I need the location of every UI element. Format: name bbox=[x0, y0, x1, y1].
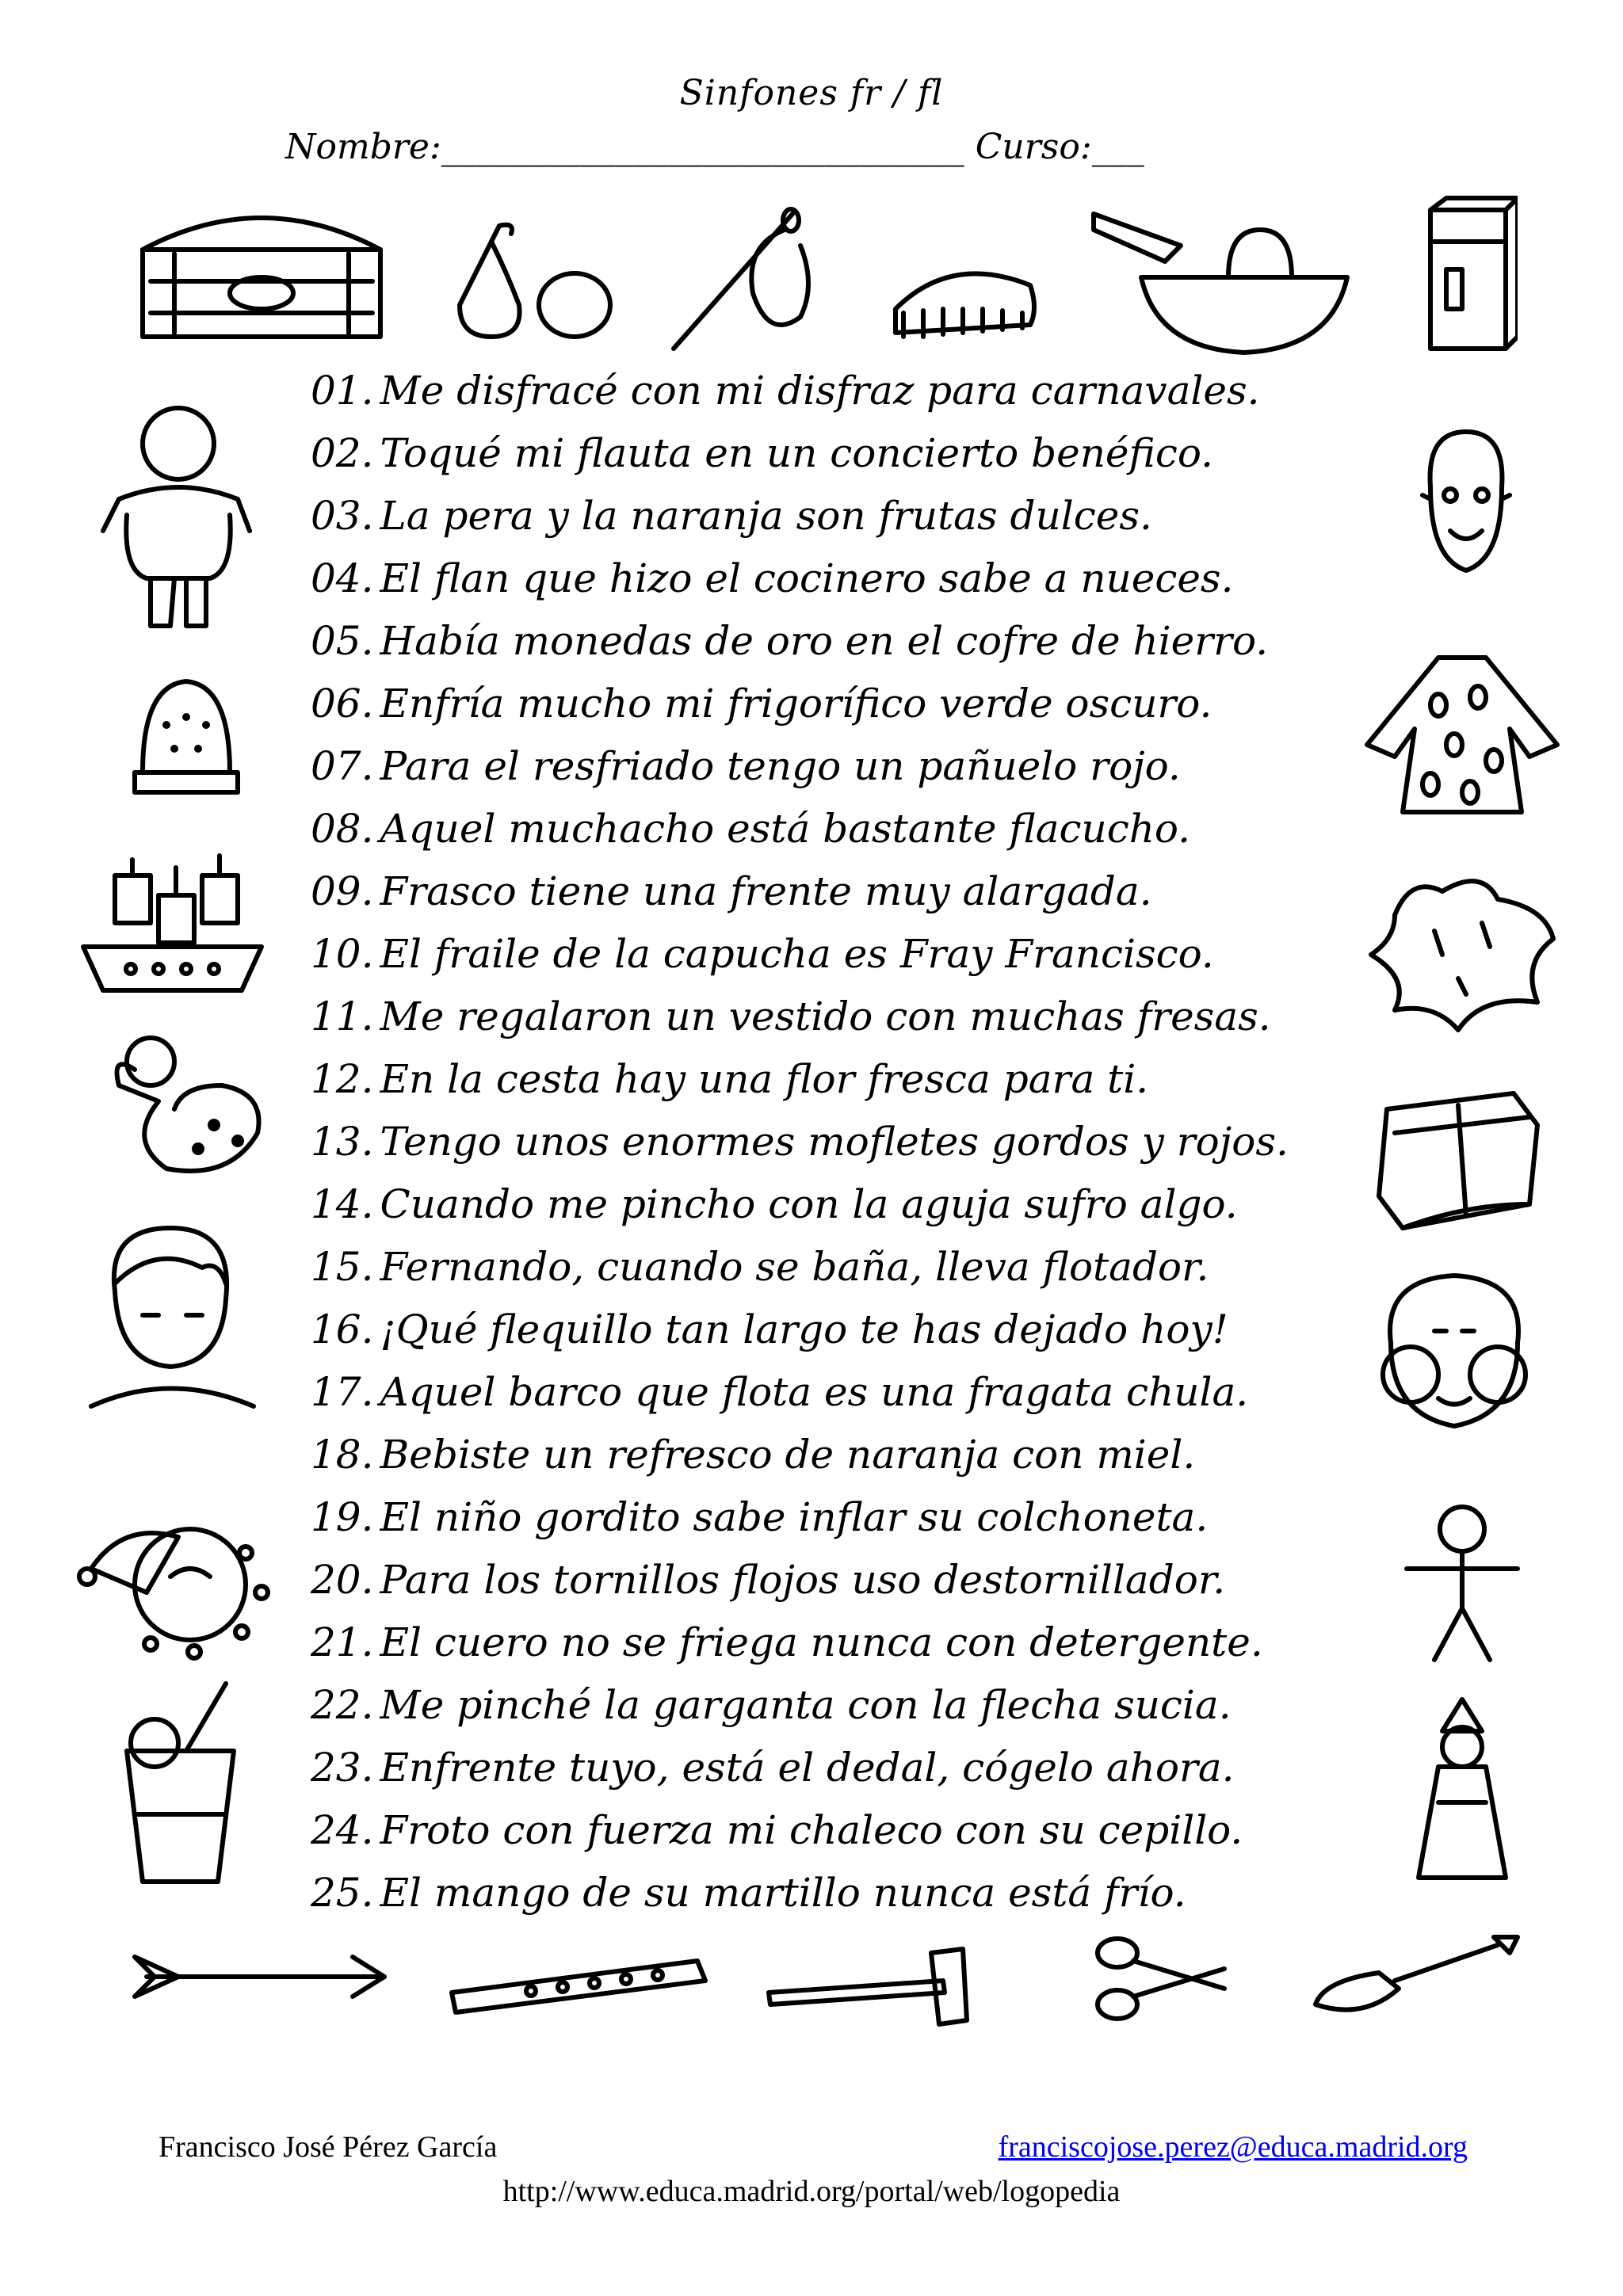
boy-face-icon bbox=[83, 1212, 262, 1410]
arrow-icon bbox=[131, 1945, 396, 2012]
thimble-icon bbox=[119, 669, 254, 800]
sentence: 08. Aquel muchacho está bastante flacucho. bbox=[311, 806, 1191, 852]
sentence: 06. Enfría mucho mi frigorífico verde oscuro. bbox=[311, 681, 1212, 727]
sentence: 04. El flan que hizo el cocinero sabe a nueces. bbox=[311, 555, 1234, 601]
screwdriver-icon bbox=[1308, 1925, 1522, 2028]
brush-icon bbox=[880, 246, 1046, 349]
sentence: 10. El fraile de la capucha es Fray Francisco. bbox=[311, 931, 1214, 977]
sentence: 22. Me pinché la garganta con la flecha sucia. bbox=[311, 1682, 1232, 1728]
sentence: 15. Fernando, cuando se baña, lleva flotador. bbox=[311, 1244, 1209, 1290]
ship-icon bbox=[75, 852, 269, 998]
dress-icon bbox=[1359, 650, 1565, 816]
sentence: 16. ¡Qué flequillo tan largo te has dejado hoy! bbox=[311, 1306, 1228, 1352]
chubby-boy-icon bbox=[75, 396, 281, 634]
hammer-icon bbox=[761, 1945, 987, 2028]
sentence: 13. Tengo unos enormes mofletes gordos y rojos. bbox=[311, 1119, 1289, 1165]
sentence: 18. Bebiste un refresco de naranja con miel. bbox=[311, 1432, 1196, 1478]
chest-icon bbox=[127, 194, 396, 353]
sentence: 19. El niño gordito sabe inflar su colchoneta. bbox=[311, 1494, 1209, 1540]
sentence: 02. Toqué mi flauta en un concierto benéfico. bbox=[311, 430, 1213, 476]
clown-icon bbox=[75, 1505, 277, 1664]
bowl-icon bbox=[1086, 198, 1355, 357]
fridge-icon bbox=[1419, 194, 1518, 353]
bald-face-icon bbox=[1419, 424, 1514, 578]
sentence: 12. En la cesta hay una flor fresca para ti. bbox=[311, 1056, 1149, 1102]
scissors-icon bbox=[1090, 1929, 1228, 2028]
duck-float-icon bbox=[103, 1022, 273, 1180]
sentence: 20. Para los tornillos flojos uso destornillador. bbox=[311, 1557, 1226, 1603]
sentence: 03. La pera y la naranja son frutas dulces. bbox=[311, 493, 1152, 539]
needle-icon bbox=[658, 198, 824, 357]
cheeks-face-icon bbox=[1367, 1264, 1541, 1434]
sentence: 24. Froto con fuerza mi chaleco con su cepillo. bbox=[311, 1807, 1243, 1853]
sentence: 21. El cuero no se friega nunca con detergente. bbox=[311, 1619, 1263, 1665]
sentence-list bbox=[311, 360, 1341, 1924]
sentence: 07. Para el resfriado tengo un pañuelo rojo. bbox=[311, 743, 1181, 789]
footer-author: Francisco José Pérez García bbox=[158, 2130, 498, 2164]
name-course-line: Nombre:______________________________ Curso:___ bbox=[285, 127, 1144, 167]
sentence: 17. Aquel barco que flota es una fragata chula. bbox=[311, 1369, 1249, 1415]
sentence: 01. Me disfracé con mi disfraz para carnavales. bbox=[311, 368, 1260, 414]
sentence: 11. Me regalaron un vestido con muchas fresas. bbox=[311, 994, 1271, 1039]
page-title: Sinfones fr / fl bbox=[679, 73, 944, 113]
flute-icon bbox=[444, 1937, 721, 2020]
scouring-pad-icon bbox=[1371, 1085, 1545, 1236]
friar-icon bbox=[1407, 1691, 1518, 1886]
skinny-boy-icon bbox=[1391, 1497, 1529, 1664]
pear-orange-icon bbox=[444, 218, 626, 345]
sentence: 05. Había monedas de oro en el cofre de hierro. bbox=[311, 618, 1269, 664]
sentence: 14. Cuando me pincho con la aguja sufro algo. bbox=[311, 1181, 1238, 1227]
sentence: 09. Frasco tiene una frente muy alargada. bbox=[311, 868, 1152, 914]
glass-drink-icon bbox=[115, 1680, 246, 1890]
sentence: 23. Enfrente tuyo, está el dedal, cógelo ahora. bbox=[311, 1745, 1235, 1791]
footer-email-link[interactable]: franciscojose.perez@educa.madrid.org bbox=[998, 2130, 1468, 2164]
leather-icon bbox=[1363, 868, 1561, 1038]
sentence: 25. El mango de su martillo nunca está frío. bbox=[311, 1870, 1186, 1916]
footer-url: http://www.educa.madrid.org/portal/web/logopedia bbox=[502, 2175, 1121, 2208]
